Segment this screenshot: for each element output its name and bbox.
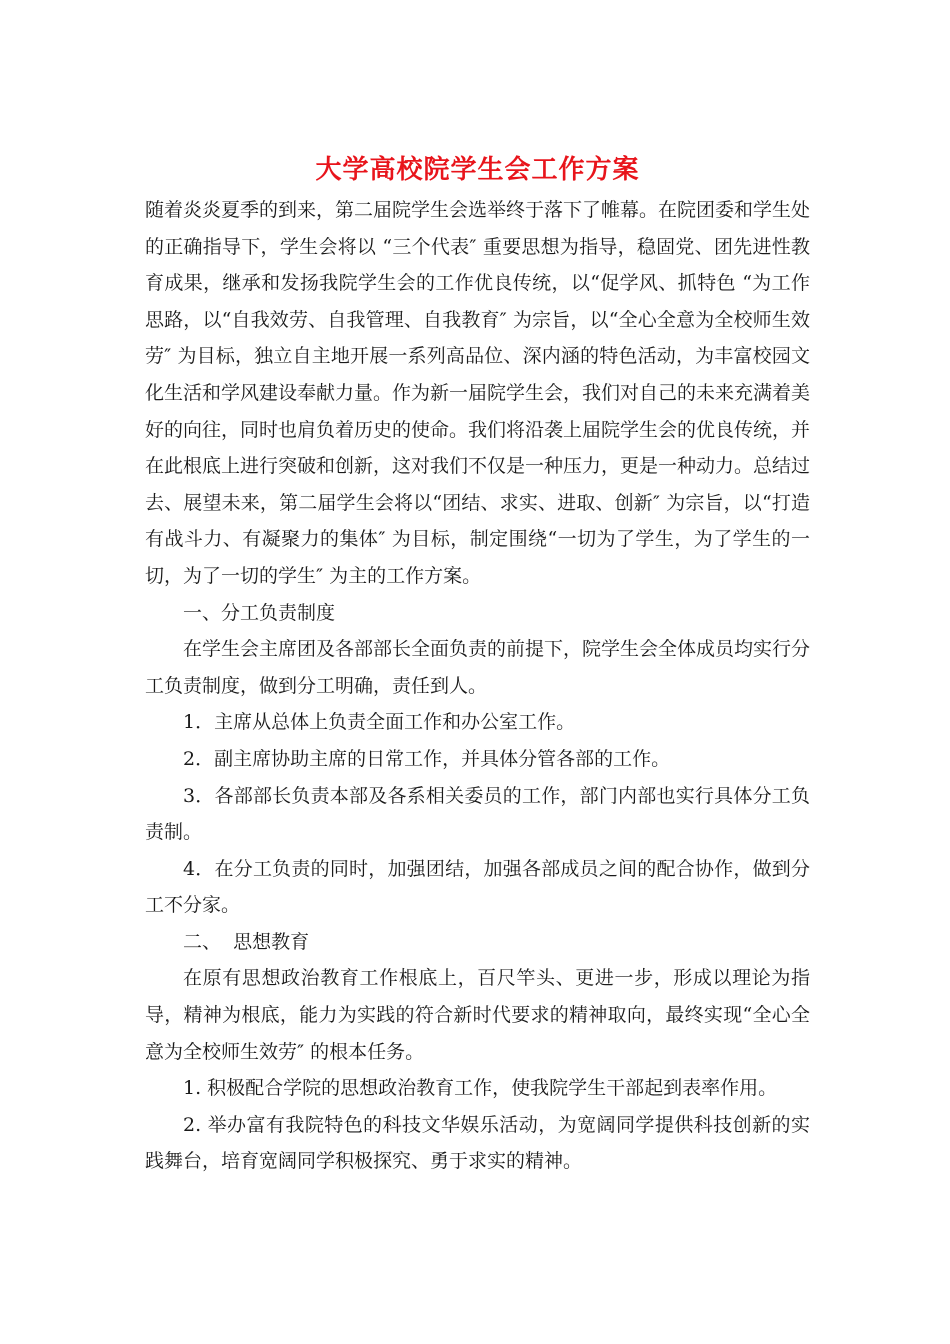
intro-paragraph: 随着炎炎夏季的到来，第二届院学生会选举终于落下了帷幕。在院团委和学生处的正确指导下，学生会将以 “三个代表″ 重要思想为指导，稳固党、团先进性教育成果，继承和发扬我院学生会的工作优良传统，以“促学风、抓特色 “为工作思路，以“自我效劳、自我管理、自我教育″ 为宗旨，以“全心全意为全校师生效劳″ 为目标，独立自主地开展一系列高品位、深内涵的特色活动，为丰富校园文化生活和学风建设奉献力量。作为新一届院学生会，我们对自己的未来充满着美好的向往，同时也肩负着历史的使命。我们将沿袭上届院学生会的优良传统，并在此根底上进行突破和创新，这对我们不仅是一种压力，更是一种动力。总结过去、展望未来，第二届学生会将以“团结、求实、进取、创新″ 为宗旨，以“打造有战斗力、有凝聚力的集体″ 为目标，制定围绕“一切为了学生，为了学生的一切，为了一切的学生″ 为主的工作方案。 bbox=[145, 199, 811, 587]
document-title: 大学高校院学生会工作方案 bbox=[315, 155, 640, 185]
list-item: 1．主席从总体上负责全面工作和办公室工作。 bbox=[183, 711, 576, 734]
list-item: 1. 积极配合学院的思想政治教育工作，使我院学生干部起到表率作用。 bbox=[183, 1077, 778, 1100]
list-item: 2．副主席协助主席的日常工作，并具体分管各部的工作。 bbox=[183, 747, 671, 770]
list-item: 4．在分工负责的同时，加强团结，加强各部成员之间的配合协作，做到分工不分家。 bbox=[145, 857, 810, 917]
document-body bbox=[145, 192, 810, 1180]
section-heading-division-of-labor: 一、分工负责制度 bbox=[183, 601, 336, 624]
document-page bbox=[145, 150, 810, 1180]
section-heading-ideological-education: 二、 思想教育 bbox=[183, 930, 310, 953]
body-paragraph: 在原有思想政治教育工作根底上，百尺竿头、更进一步，形成以理论为指导，精神为根底，能力为实践的符合新时代要求的精神取向，最终实现“全心全意为全校师生效劳″ 的根本任务。 bbox=[145, 967, 810, 1063]
list-item: 3．各部部长负责本部及各系相关委员的工作，部门内部也实行具体分工负责制。 bbox=[145, 784, 810, 844]
body-paragraph: 在学生会主席团及各部部长全面负责的前提下，院学生会全体成员均实行分工负责制度，做到分工明确，责任到人。 bbox=[145, 638, 811, 697]
list-item: 2. 举办富有我院特色的科技文华娱乐活动，为宽阔同学提供科技创新的实践舞台，培育宽阔同学积极探究、勇于求实的精神。 bbox=[145, 1113, 810, 1173]
